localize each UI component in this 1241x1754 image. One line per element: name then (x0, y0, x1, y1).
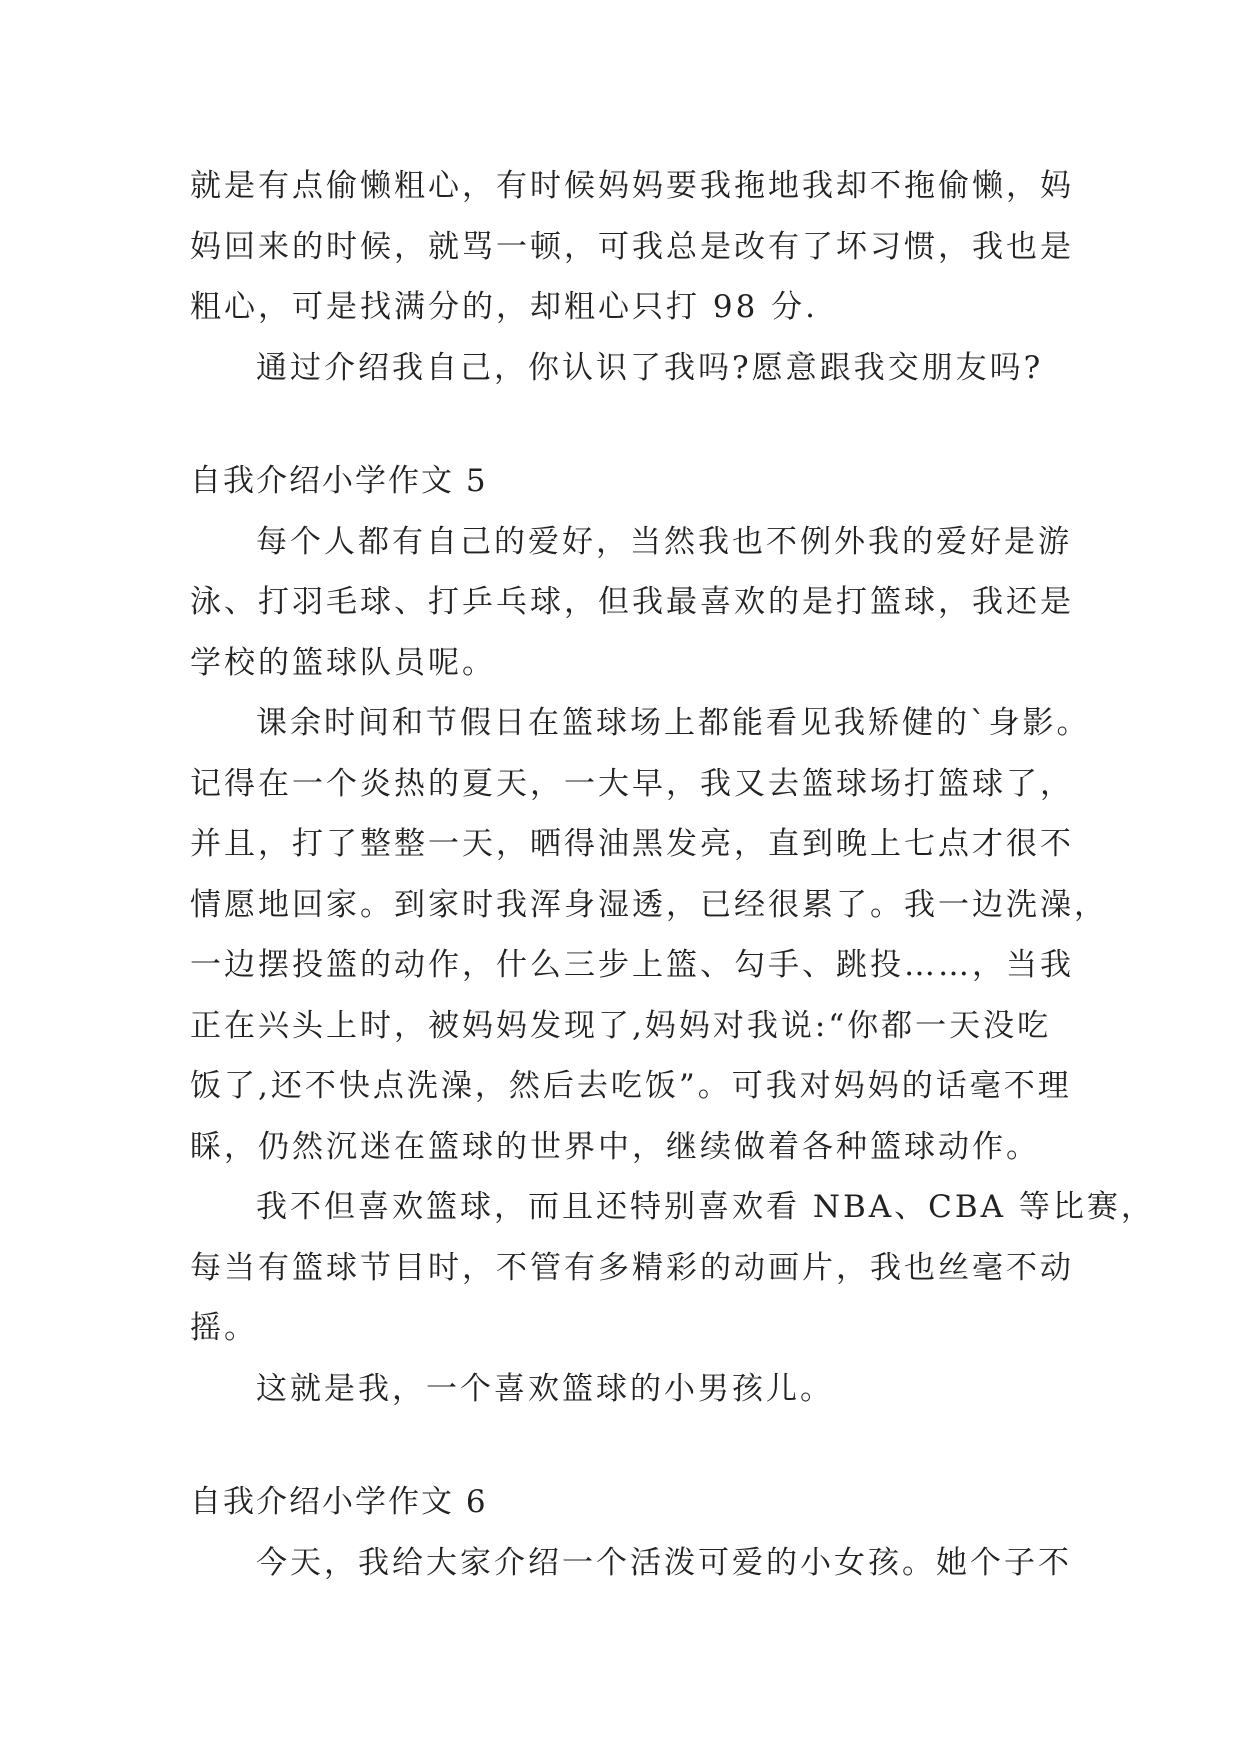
paragraph-line: 这就是我，一个喜欢篮球的小男孩儿。 (256, 1370, 834, 1407)
paragraph-line: 睬，仍然沉迷在篮球的世界中，继续做着各种篮球动作。 (190, 1128, 1040, 1165)
paragraph-line: 摇。 (190, 1310, 258, 1346)
paragraph-line: 记得在一个炎热的夏天，一大早，我又去篮球场打篮球了， (190, 765, 1074, 802)
document-body (190, 156, 1155, 1593)
section-gap (190, 1419, 1050, 1472)
section-heading: 自我介绍小学作文 5 (190, 463, 488, 499)
paragraph-line: 我不但喜欢篮球，而且还特别喜欢看 NBA、CBA 等比赛， (256, 1189, 1155, 1225)
paragraph-line: 情愿地回家。到家时我浑身湿透，已经很累了。我一边洗澡， (190, 886, 1108, 923)
paragraph-line: 通过介绍我自己，你认识了我吗?愿意跟我交朋友吗? (256, 349, 1044, 386)
paragraph-line: 学校的篮球队员呢。 (190, 644, 496, 681)
paragraph-line: 每当有篮球节目时，不管有多精彩的动画片，我也丝毫不动 (190, 1249, 1074, 1286)
paragraph-line: 课余时间和节假日在篮球场上都能看见我矫健的`身影。 (256, 705, 1091, 741)
paragraph-line: 正在兴头上时，被妈妈发现了,妈妈对我说:“你都一天没吃 (190, 1007, 1052, 1044)
paragraph-line: 就是有点偷懒粗心，有时候妈妈要我拖地我却不拖偷懒，妈 (190, 168, 1074, 204)
section-gap (190, 398, 1050, 451)
paragraph-line: 饭了,还不快点洗澡，然后去吃饭”。可我对妈妈的话毫不理 (190, 1068, 1072, 1104)
paragraph-line: 一边摆投篮的动作，什么三步上篮、勾手、跳投……，当我 (190, 947, 1074, 983)
paragraph-line: 每个人都有自己的爱好，当然我也不例外我的爱好是游 (256, 523, 1072, 560)
paragraph-line: 并且，打了整整一天，晒得油黑发亮，直到晚上七点才很不 (190, 826, 1074, 862)
paragraph-line: 妈回来的时候，就骂一顿，可我总是改有了坏习惯，我也是 (190, 228, 1074, 265)
paragraph-line: 泳、打羽毛球、打乒乓球，但我最喜欢的是打篮球，我还是 (190, 584, 1074, 620)
section-heading: 自我介绍小学作文 6 (190, 1484, 488, 1520)
paragraph-line: 粗心，可是找满分的，却粗心只打 98 分. (190, 289, 819, 325)
paragraph-line: 今天，我给大家介绍一个活泼可爱的小女孩。她个子不 (256, 1544, 1072, 1581)
